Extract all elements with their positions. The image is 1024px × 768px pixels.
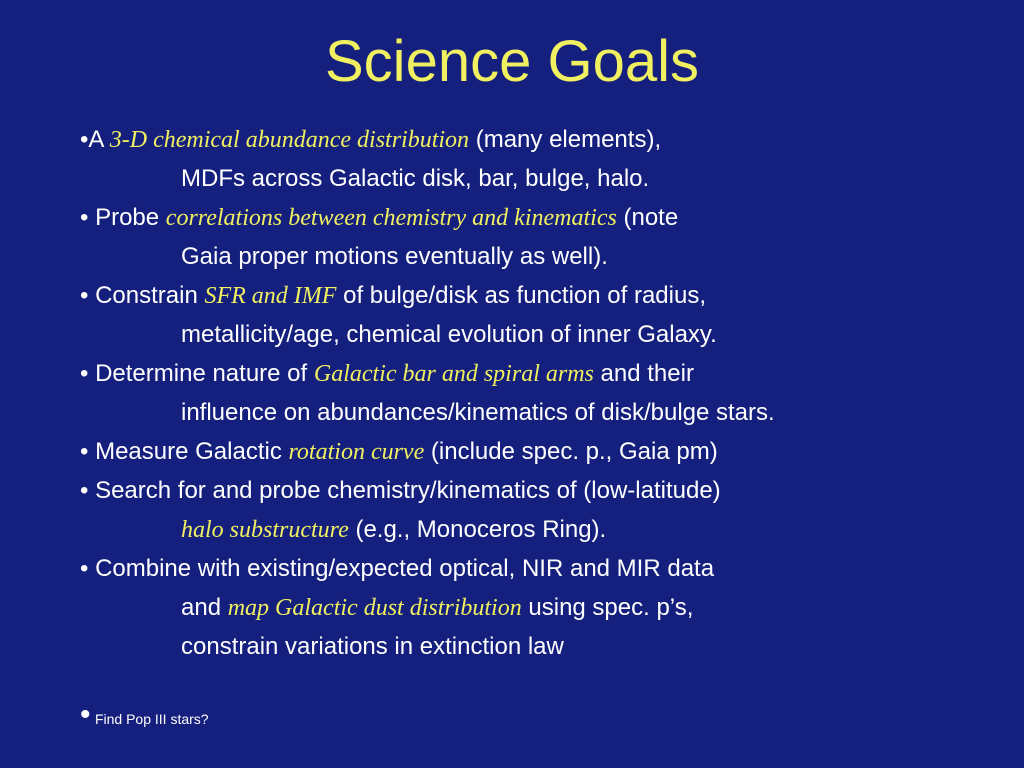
- emphasis-text: 3-D chemical abundance distribution: [109, 127, 470, 153]
- bullet-text: metallicity/age, chemical evolution of inner Galaxy.: [181, 321, 717, 348]
- bullet-continuation: [80, 510, 1010, 549]
- bullet-text: and: [181, 594, 228, 621]
- bullet-marker: •: [80, 126, 89, 153]
- bullet-text: Search for and probe chemistry/kinematics of (low-latitude): [95, 477, 721, 504]
- bullet-text: of bulge/disk as function of radius,: [336, 282, 706, 309]
- final-bullet: [80, 697, 209, 733]
- bullet-marker: •: [80, 282, 96, 309]
- bullet-list: [80, 120, 1010, 666]
- bullet-text: constrain variations in extinction law: [181, 633, 564, 660]
- bullet-text: Constrain: [95, 282, 205, 309]
- bullet-marker: •: [80, 555, 96, 582]
- slide-title: Science Goals: [325, 29, 699, 94]
- bullet-marker: •: [80, 204, 96, 231]
- bullet-continuation: [80, 237, 1010, 276]
- bullet-continuation: [80, 159, 1010, 198]
- bullet-text: (many elements),: [469, 126, 662, 153]
- emphasis-text: rotation curve: [288, 439, 425, 465]
- emphasis-text: map Galactic dust distribution: [227, 595, 522, 621]
- bullet-text: Combine with existing/expected optical, NIR and MIR data: [95, 555, 715, 582]
- bullet-text: A: [88, 126, 110, 153]
- bullet-text: influence on abundances/kinematics of disk/bulge stars.: [181, 399, 775, 426]
- emphasis-text: halo substructure: [181, 517, 349, 543]
- bullet-text: Determine nature of: [95, 360, 314, 387]
- bullet-text: MDFs across Galactic disk, bar, bulge, halo.: [181, 165, 650, 192]
- bullet-text: Probe: [95, 204, 166, 231]
- emphasis-text: correlations between chemistry and kinematics: [165, 205, 617, 231]
- bullet-marker: •: [80, 698, 91, 731]
- final-bullet-text: Find Pop III stars?: [94, 711, 209, 727]
- bullet-text: and their: [593, 360, 694, 387]
- bullet-text: Measure Galactic: [95, 438, 289, 465]
- bullet-continuation: [80, 627, 1010, 666]
- bullet-marker: •: [80, 438, 96, 465]
- bullet-marker: •: [80, 477, 96, 504]
- bullet-continuation: [80, 393, 1010, 432]
- bullet-item: [80, 276, 1010, 315]
- bullet-item: [80, 549, 1010, 588]
- emphasis-text: Galactic bar and spiral arms: [313, 361, 594, 387]
- bullet-item: [80, 354, 1010, 393]
- bullet-text: using spec. p’s,: [521, 594, 694, 621]
- bullet-item: [80, 198, 1010, 237]
- bullet-item: [80, 471, 1010, 510]
- bullet-text: (e.g., Monoceros Ring).: [348, 516, 607, 543]
- bullet-marker: •: [80, 360, 96, 387]
- bullet-item: [80, 432, 1010, 471]
- bullet-continuation: [80, 588, 1010, 627]
- bullet-text: (note: [616, 204, 679, 231]
- bullet-continuation: [80, 315, 1010, 354]
- bullet-item: [80, 120, 1010, 159]
- bullet-text: (include spec. p., Gaia pm): [424, 438, 718, 465]
- bullet-text: Gaia proper motions eventually as well).: [181, 243, 608, 270]
- emphasis-text: SFR and IMF: [204, 283, 337, 309]
